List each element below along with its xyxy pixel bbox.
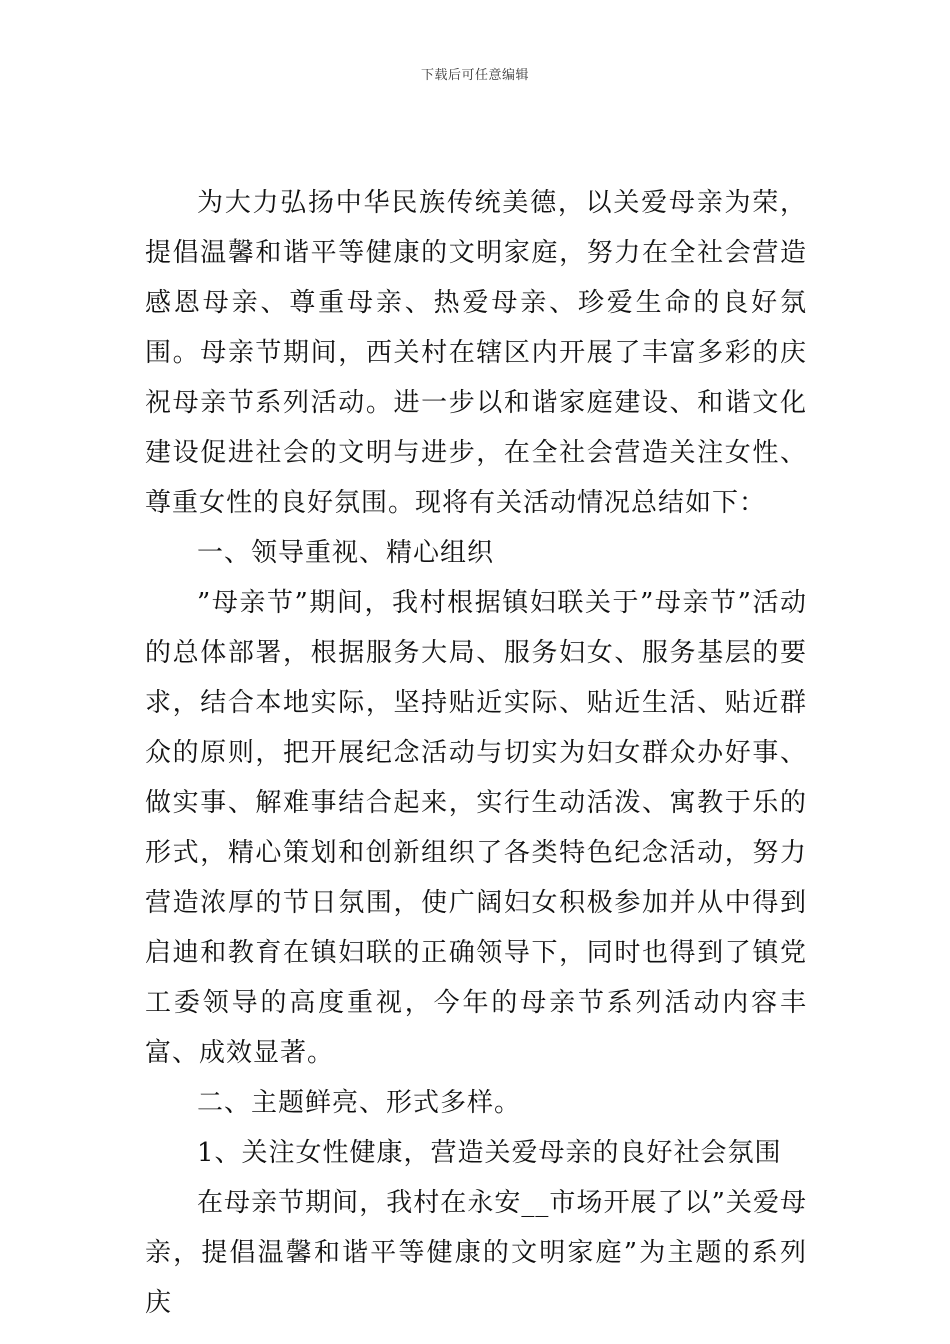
intro-paragraph: 为大力弘扬中华民族传统美德，以关爱母亲为荣，提倡温馨和谐平等健康的文明家庭，努力在全社会营造感恩母亲、尊重母亲、热爱母亲、珍爱生命的良好氛围。母亲节期间，西关村在辖区内开展了丰富多彩的庆祝母亲节系列活动。进一步以和谐家庭建设、和谐文化建设促进社会的文明与进步，在全社会营造关注女性、尊重女性的良好氛围。现将有关活动情况总结如下： [145, 188, 807, 518]
section-heading-1: 一、领导重视、精心组织 [197, 538, 495, 568]
page-header-note: 下载后可任意编辑 [420, 68, 529, 83]
section-1-paragraph: ”母亲节”期间，我村根据镇妇联关于”母亲节”活动的总体部署，根据服务大局、服务妇女、服务基层的要求，结合本地实际，坚持贴近实际、贴近生活、贴近群众的原则，把开展纪念活动与切实为妇女群众办好事、做实事、解难事结合起来，实行生动活泼、寓教于乐的形式，精心策划和创新组织了各类特色纪念活动，努力营造浓厚的节日氛围，使广阔妇女积极参加并从中得到启迪和教育在镇妇联的正确领导下，同时也得到了镇党工委领导的高度重视，今年的母亲节系列活动内容丰富、成效显著。 [145, 588, 807, 1068]
section-heading-2: 二、主题鲜亮、形式多样。 [197, 1088, 522, 1118]
subsection-heading-1: 1、关注女性健康，营造关爱母亲的良好社会氛围 [197, 1138, 782, 1168]
document-body [145, 178, 807, 1328]
subsection-1-paragraph: 在母亲节期间，我村在永安__市场开展了以”关爱母亲，提倡温馨和谐平等健康的文明家庭”为主题的系列庆 [145, 1188, 807, 1318]
